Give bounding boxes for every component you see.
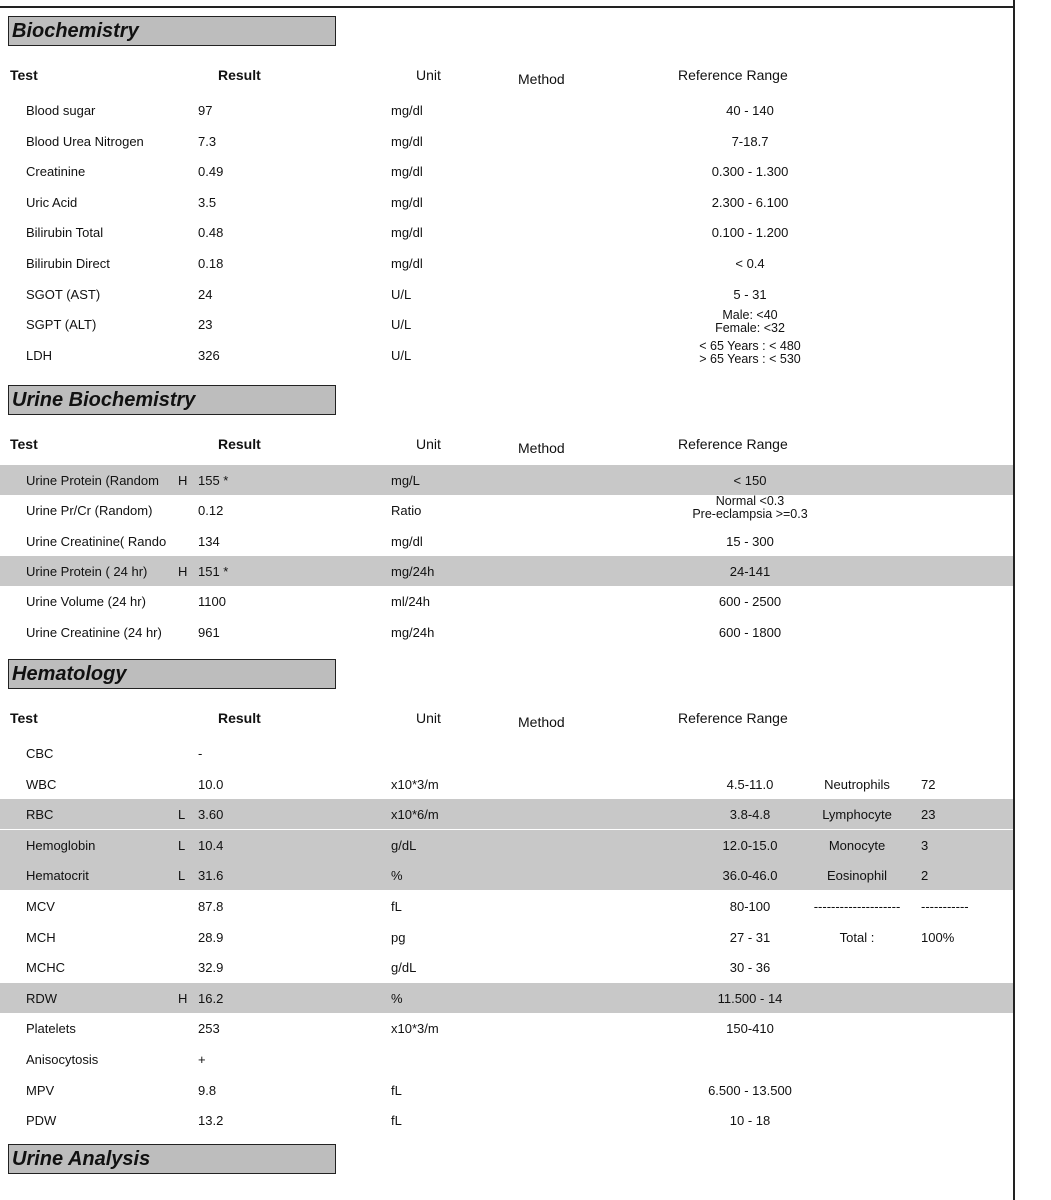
reference-range: 30 - 36 — [729, 960, 771, 976]
unit: fL — [391, 899, 402, 914]
table-row — [0, 556, 1013, 586]
test-name: Platelets — [26, 1021, 76, 1037]
unit: pg — [391, 929, 406, 945]
reference-range: 600 - 2500 — [718, 594, 782, 610]
test-name: Bilirubin Direct — [26, 256, 110, 271]
reference-range: 150-410 — [726, 1021, 774, 1037]
table-row — [0, 279, 1013, 309]
differential-label: Lymphocyte — [822, 807, 892, 823]
unit: fL — [391, 1113, 402, 1129]
table-row — [0, 340, 1013, 370]
table-row — [0, 617, 1013, 647]
differential-label: -------------------- — [813, 899, 901, 914]
table-row — [0, 95, 1013, 125]
table-row — [0, 1044, 1013, 1074]
table-row — [0, 952, 1013, 982]
result-value: 16.2 — [198, 990, 224, 1006]
reference-range: 12.0-15.0 — [722, 837, 778, 853]
unit: g/dL — [391, 837, 417, 853]
header-method: Method — [518, 71, 565, 87]
table-row — [0, 891, 1013, 921]
table-row — [0, 1075, 1013, 1105]
abnormal-flag: L — [178, 868, 186, 884]
header-reference: Reference Range — [678, 67, 788, 83]
table-row — [0, 769, 1013, 799]
reference-range: 6.500 - 13.500 — [708, 1082, 792, 1098]
reference-range-line-2: Pre-eclampsia >=0.3 — [692, 507, 808, 522]
reference-range — [650, 495, 850, 521]
result-value: 1100 — [198, 594, 226, 610]
abnormal-flag: H — [178, 563, 188, 579]
reference-range: < 150 — [733, 473, 767, 488]
table-row — [0, 860, 1013, 890]
result-value: 961 — [198, 624, 220, 640]
table-row — [0, 1105, 1013, 1135]
differential-label: Monocyte — [828, 837, 886, 853]
abnormal-flag: L — [178, 807, 186, 823]
result-value: 3.5 — [198, 194, 217, 210]
unit: U/L — [391, 347, 412, 363]
test-name: Uric Acid — [26, 194, 78, 210]
test-name: Anisocytosis — [26, 1052, 99, 1067]
header-reference: Reference Range — [678, 710, 788, 726]
differential-value: 3 — [921, 837, 929, 853]
result-value: 0.48 — [198, 225, 224, 241]
table-row — [0, 830, 1013, 860]
test-name: Hematocrit — [26, 868, 89, 884]
header-result: Result — [218, 436, 261, 452]
table-row — [0, 126, 1013, 156]
reference-range: 3.8-4.8 — [729, 807, 771, 823]
test-name: Urine Creatinine( Rando — [26, 533, 167, 549]
result-value: 87.8 — [198, 899, 224, 914]
section-title-urine-biochemistry: Urine Biochemistry — [8, 385, 336, 415]
test-name: Blood Urea Nitrogen — [26, 133, 144, 149]
result-value: 0.12 — [198, 503, 224, 519]
table-row — [0, 217, 1013, 247]
abnormal-flag: H — [178, 473, 188, 488]
test-name: MPV — [26, 1082, 55, 1098]
header-test: Test — [10, 436, 38, 452]
unit: ml/24h — [391, 594, 431, 610]
header-test: Test — [10, 67, 38, 83]
result-value: 3.60 — [198, 807, 224, 823]
reference-range: 0.300 - 1.300 — [711, 164, 789, 180]
table-row — [0, 495, 1013, 525]
section-title-urine-analysis: Urine Analysis — [8, 1144, 336, 1174]
reference-range: 7-18.7 — [731, 133, 769, 149]
reference-range: 36.0-46.0 — [722, 868, 778, 884]
table-row — [0, 983, 1013, 1013]
test-name: Bilirubin Total — [26, 225, 104, 241]
table-row — [0, 187, 1013, 217]
reference-range: 2.300 - 6.100 — [711, 194, 789, 210]
differential-value: 72 — [921, 776, 936, 792]
unit: x10*6/m — [391, 807, 439, 823]
abnormal-flag: L — [178, 837, 186, 853]
table-row — [0, 248, 1013, 278]
reference-range: 4.5-11.0 — [726, 776, 774, 792]
result-value: 23 — [198, 317, 213, 333]
reference-range-line-1: Male: <40 — [722, 308, 778, 323]
unit: g/dL — [391, 960, 417, 976]
reference-range: 5 - 31 — [733, 286, 767, 302]
header-result: Result — [218, 67, 261, 83]
test-name: PDW — [26, 1113, 57, 1129]
table-row — [0, 526, 1013, 556]
unit: U/L — [391, 286, 412, 302]
abnormal-flag: H — [178, 990, 188, 1006]
differential-value: 2 — [921, 868, 929, 884]
reference-range: 24-141 — [729, 563, 771, 579]
unit: mg/dl — [391, 256, 423, 271]
unit: U/L — [391, 317, 412, 333]
reference-range: 0.100 - 1.200 — [711, 225, 789, 241]
header-reference: Reference Range — [678, 436, 788, 452]
result-value: 326 — [198, 347, 220, 363]
reference-range-line-2: Female: <32 — [715, 321, 785, 336]
header-method: Method — [518, 440, 565, 456]
unit: mg/dl — [391, 225, 423, 241]
table-row — [0, 465, 1013, 495]
result-value: 134 — [198, 533, 220, 549]
test-name: WBC — [26, 776, 57, 792]
table-row — [0, 799, 1013, 829]
table-row — [0, 738, 1013, 768]
header-unit: Unit — [416, 67, 441, 83]
column-headers-urine-biochemistry — [0, 436, 1013, 458]
result-value: 155 * — [198, 473, 229, 488]
test-name: Urine Pr/Cr (Random) — [26, 503, 153, 519]
test-name: MCV — [26, 899, 55, 914]
differential-label: Eosinophil — [827, 868, 887, 884]
top-border — [0, 0, 1015, 8]
test-name: MCHC — [26, 960, 65, 976]
result-value: 10.4 — [198, 837, 224, 853]
unit: fL — [391, 1082, 402, 1098]
unit: mg/24h — [391, 563, 435, 579]
unit: mg/L — [391, 473, 420, 488]
header-unit: Unit — [416, 436, 441, 452]
test-name: Creatinine — [26, 164, 86, 180]
result-value: 0.49 — [198, 164, 224, 180]
table-row — [0, 1013, 1013, 1043]
result-value: 97 — [198, 103, 213, 118]
reference-range — [650, 309, 850, 335]
result-value: 10.0 — [198, 776, 224, 792]
result-value: 9.8 — [198, 1082, 217, 1098]
section-title-hematology: Hematology — [8, 659, 336, 689]
unit: mg/dl — [391, 164, 423, 180]
header-method: Method — [518, 714, 565, 730]
test-name: Urine Protein (Random — [26, 473, 159, 488]
reference-range: 15 - 300 — [726, 533, 774, 549]
differential-value: 23 — [921, 807, 936, 823]
reference-range-line-2: > 65 Years : < 530 — [699, 351, 801, 366]
unit: mg/dl — [391, 194, 423, 210]
table-row — [0, 922, 1013, 952]
test-name: RBC — [26, 807, 54, 823]
unit: mg/24h — [391, 624, 435, 640]
header-unit: Unit — [416, 710, 441, 726]
result-value: 32.9 — [198, 960, 224, 976]
differential-label: Neutrophils — [824, 776, 890, 792]
column-headers-hematology — [0, 710, 1013, 732]
differential-value: 100% — [921, 929, 955, 945]
right-border — [1013, 0, 1015, 1200]
table-row — [0, 156, 1013, 186]
test-name: LDH — [26, 347, 53, 363]
reference-range — [650, 340, 850, 366]
result-value: 28.9 — [198, 929, 224, 945]
section-title-biochemistry: Biochemistry — [8, 16, 336, 46]
test-name: CBC — [26, 746, 54, 761]
table-row — [0, 586, 1013, 616]
result-value: 7.3 — [198, 133, 217, 149]
result-value: 151 * — [198, 563, 229, 579]
test-name: Hemoglobin — [26, 837, 96, 853]
unit: x10*3/m — [391, 776, 439, 792]
unit: mg/dl — [391, 103, 423, 118]
differential-value: ----------- — [921, 899, 969, 914]
test-name: Urine Creatinine (24 hr) — [26, 624, 162, 640]
reference-range-line-1: Normal <0.3 — [715, 494, 785, 509]
result-value: 31.6 — [198, 868, 224, 884]
differential-label: Total : — [839, 929, 875, 945]
column-headers-biochemistry — [0, 67, 1013, 89]
unit: mg/dl — [391, 533, 423, 549]
test-name: SGOT (AST) — [26, 286, 101, 302]
test-name: SGPT (ALT) — [26, 317, 97, 333]
test-name: RDW — [26, 990, 58, 1006]
result-value: 0.18 — [198, 256, 224, 271]
header-result: Result — [218, 710, 261, 726]
result-value: 13.2 — [198, 1113, 224, 1129]
test-name: Urine Volume (24 hr) — [26, 594, 146, 610]
reference-range: 80-100 — [729, 899, 771, 914]
unit: Ratio — [391, 503, 422, 519]
unit: mg/dl — [391, 133, 423, 149]
reference-range: 27 - 31 — [729, 929, 771, 945]
unit: % — [391, 990, 403, 1006]
result-value: 253 — [198, 1021, 220, 1037]
test-name: Blood sugar — [26, 103, 96, 118]
reference-range-line-1: < 65 Years : < 480 — [699, 338, 801, 353]
reference-range: < 0.4 — [735, 256, 765, 271]
test-name: Urine Protein ( 24 hr) — [26, 563, 148, 579]
unit: % — [391, 868, 403, 884]
reference-range: 10 - 18 — [729, 1113, 771, 1129]
reference-range: 40 - 140 — [726, 103, 774, 118]
result-value: 24 — [198, 286, 213, 302]
reference-range: 600 - 1800 — [718, 624, 782, 640]
result-value: + — [198, 1052, 206, 1067]
result-value: - — [198, 746, 203, 761]
table-row — [0, 309, 1013, 339]
unit: x10*3/m — [391, 1021, 439, 1037]
header-test: Test — [10, 710, 38, 726]
test-name: MCH — [26, 929, 56, 945]
reference-range: 11.500 - 14 — [717, 990, 783, 1006]
